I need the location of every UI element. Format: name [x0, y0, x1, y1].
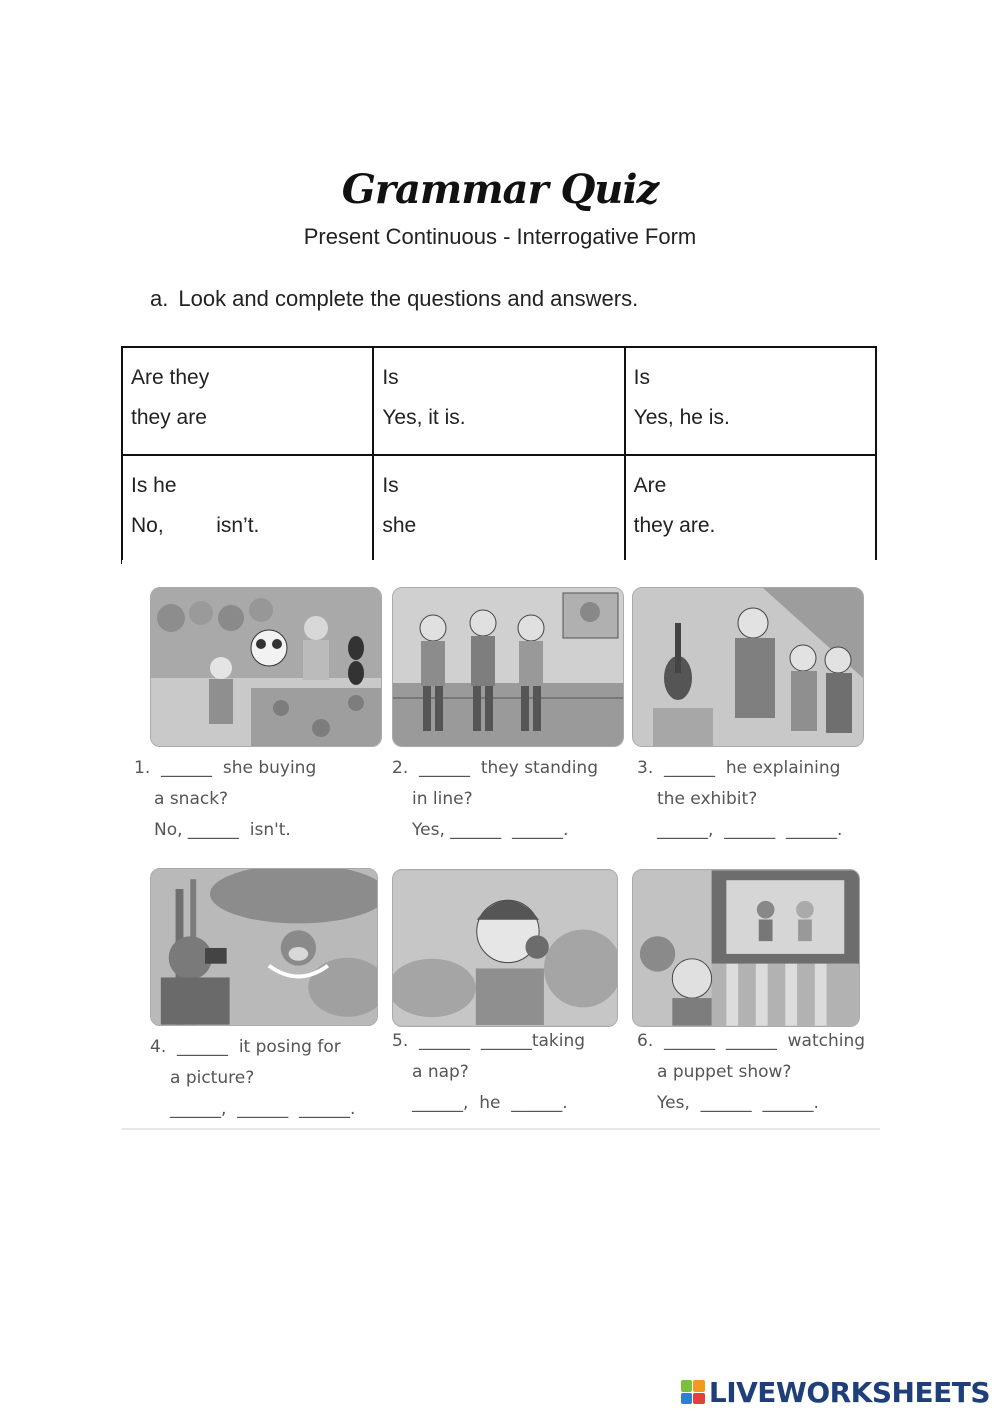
worksheet-title: Grammar Quiz — [341, 166, 659, 213]
cell-question: Are they — [131, 366, 210, 389]
jungle-monkey-illustration — [151, 869, 377, 1025]
kids-in-line-picture — [392, 587, 624, 747]
worksheet-subtitle: Present Continuous - Interrogative Form — [303, 224, 697, 249]
question-5-line-3: ______, he ______. — [412, 1093, 568, 1113]
word-bank-cell — [625, 347, 876, 455]
cell-question: Is — [633, 366, 650, 389]
word-bank-cell — [122, 455, 373, 563]
word-bank-table — [121, 346, 877, 564]
jungle-monkey-picture — [150, 868, 378, 1026]
word-bank-cell — [625, 455, 876, 563]
cell-answer: Yes, he is. — [633, 406, 730, 429]
question-1-line-3: No, ______ isn't. — [154, 820, 291, 840]
question-1-line-2: a snack? — [154, 789, 229, 809]
question-4 — [150, 1032, 390, 1125]
museum-violin-picture — [632, 587, 864, 747]
question-1-line-1: 1. ______ she buying — [134, 758, 317, 778]
question-6-line-2: a puppet show? — [657, 1062, 792, 1082]
question-2-line-1: 2. ______ they standing — [392, 758, 598, 778]
cell-answer: Yes, it is. — [382, 406, 466, 429]
question-1 — [134, 753, 374, 846]
cell-answer: they are — [131, 406, 207, 429]
museum-violin-illustration — [633, 588, 863, 746]
kids-in-line-illustration — [393, 588, 623, 746]
toy-shop-picture — [150, 587, 382, 747]
liveworksheets-wordmark: LIVEWORKSHEETS — [708, 1375, 990, 1409]
puppet-show-picture — [632, 869, 860, 1027]
cell-question: Are — [633, 474, 667, 497]
cell-question: Is — [382, 366, 399, 389]
question-4-line-1: 4. ______ it posing for — [150, 1037, 341, 1057]
liveworksheets-logo — [681, 1377, 990, 1407]
question-2-line-2: in line? — [412, 789, 473, 809]
question-4-line-3: ______, ______ ______. — [170, 1099, 356, 1119]
question-4-line-2: a picture? — [170, 1068, 255, 1088]
liveworksheets-logo-icon — [681, 1380, 705, 1404]
cell-question: Is he — [131, 474, 177, 497]
question-3-line-1: 3. ______ he explaining — [637, 758, 841, 778]
question-3-line-3: ______, ______ ______. — [657, 820, 843, 840]
question-3-line-2: the exhibit? — [657, 789, 758, 809]
word-bank-cell — [373, 455, 624, 563]
instruction — [150, 286, 638, 312]
cell-answer: they are. — [633, 514, 716, 537]
boy-eating-picture — [392, 869, 618, 1027]
exercise-panel — [122, 560, 880, 1130]
boy-eating-illustration — [393, 870, 617, 1026]
question-6-line-3: Yes, ______ ______. — [657, 1093, 819, 1113]
question-5 — [392, 1026, 632, 1119]
question-5-line-2: a nap? — [412, 1062, 469, 1082]
toy-shop-illustration — [151, 588, 381, 746]
cell-answer: she — [382, 514, 417, 537]
cell-answer: No, isn’t. — [131, 514, 260, 537]
instruction-text: Look and complete the questions and answers. — [178, 286, 639, 311]
cell-question: Is — [382, 474, 399, 497]
word-bank-row — [122, 455, 876, 563]
word-bank-cell — [122, 347, 373, 455]
question-5-line-1: 5. ______ ______taking — [392, 1031, 586, 1051]
word-bank-cell — [373, 347, 624, 455]
question-3 — [637, 753, 877, 846]
word-bank-row — [122, 347, 876, 455]
question-2-line-3: Yes, ______ ______. — [412, 820, 569, 840]
instruction-number: a. — [150, 286, 169, 311]
question-6 — [637, 1026, 877, 1119]
puppet-show-illustration — [633, 870, 859, 1026]
question-6-line-1: 6. ______ ______ watching — [637, 1031, 866, 1051]
question-2 — [392, 753, 632, 846]
